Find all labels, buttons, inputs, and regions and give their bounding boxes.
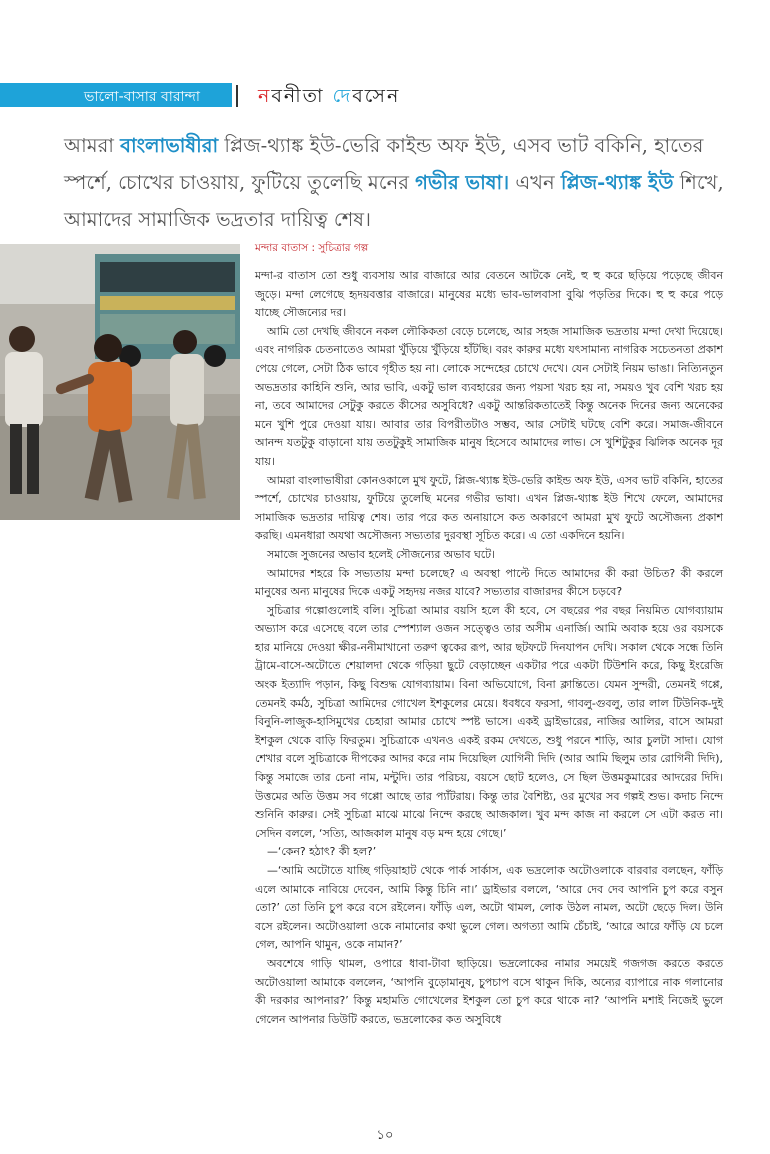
author-middle-initial: দে: [332, 85, 353, 107]
pullquote-text: এখন: [509, 171, 561, 194]
pullquote-highlight: বাংলাভাষীরা: [120, 134, 219, 157]
paragraph: সুচিত্রার গল্পোগুলোই বলি। সুচিত্রা আমার বয়সি হলে কী হবে, সে বছরের পর বছর নিয়মিত যোগব্যায়াম অভ্যাস করে এসেছে বলে তার স্পেশ্যাল ওজন সত্ত্বেও তার অসীম এনার্জি। আমি অবাক হয়ে ওর বয়সকে হার মানিয়ে দেওয়া ক্ষীর-ননীমাখানো তরুণ ত্বকের রূপ, আর ছটফটে দিনযাপন দেখি। সকাল থেকে সন্ধে তিনি ট্রামে-বাসে-অটোতে শেয়ালদা থেকে গড়িয়া ছুটে বেড়াচ্ছেন একটার পরে একটা টিউশনি করে, কিছু ইংরেজি অংক ইত্যাদি পড়ান, কিছু বিশুদ্ধ যোগব্যায়াম। বিনা অভিযোগে, বিনা ক্লান্তিতে। যেমন সুন্দরী, তেমনই গপ্পে, তেমনই কর্মঠ, সুচিত্রা আমিদের গোখেল ইশকুলের মেয়ে। ধবধবে ফরসা, গাবলু-গুবলু, তার লাল টিউনিক-দুই বিনুনি-লাজুক-হাসিমুখের চেহারা আমার চোখে স্পষ্ট ভাসে। একই ড্রাইভারের, নাজির আলির, বাসে আমরা ইশকুল থেকে বাড়ি ফিরতুম। সুচিত্রাকে এখনও একই রকম দেখতে, শুধু পরনে শাড়ি, আর চুলটা সাদা। যোগ শেখার বলে সুচিত্রাকে দীপকের আদর করে নাম দিয়েছিল যোগিনী দিদি (আর আমি ছিলুম তার রোগিনী দিদি), কিন্তু সমাজে তার চেনা নাম, মন্টুদি। তার পরিচয়, বয়সে ছোট হলেও, সে ছিল উত্তমকুমারের আদরের দিদি। উত্তমের অতি উত্তম সব গপ্পো আছে তার প্যাঁটরায়। কিন্তু তার বৈশিষ্ট্য, ওর মুখের সব গল্পই শুভ। কদাচ নিন্দে শুনিনি কারুর। সেই সুচিত্রা মাঝে মাঝে নিন্দে করছে আজকাল। খুব মন্দ কাজ না করলে সে এটা করত না। সেদিন বললে, ‘সত্যি, আজকাল মানুষ বড় মন্দ হয়ে গেছে।’: [255, 603, 723, 840]
paragraph: আমাদের শহরে কি সভ্যতায় মন্দা চলেছে? এ অবস্থা পাল্টে দিতে আমাদের কী করা উচিত? কী করলে মানুষের অন্য মানুষের দিকে একটু সহৃদয় নজর যাবে? সভ্যতার বাজারদর কীসে চড়বে?: [255, 566, 723, 599]
pullquote-text: শিখে, আমাদের সামাজিক ভদ্রতার দায়িত্ব শেষ।: [64, 171, 724, 231]
pullquote-text: আমরা: [64, 134, 121, 157]
article-body: [255, 267, 723, 1029]
author-initial: ন: [258, 85, 272, 107]
author-surname: বসেন: [352, 85, 401, 107]
article-subtitle: মন্দার বাতাস : সুচিত্রার গল্প: [255, 242, 369, 254]
pullquote-highlight: গভীর ভাষা।: [415, 171, 510, 194]
section-label: ভালো-বাসার বারান্দা: [84, 89, 200, 105]
pull-quote: [64, 127, 724, 238]
paragraph: মন্দা-র বাতাস তো শুধু ব্যবসায় আর বাজারে আর বেতনে আটকে নেই, হু হু করে ছড়িয়ে পড়েছে জীবন জুড়ে। মন্দা লেগেছে হৃদয়বত্তার বাজারে। মানুষের মধ্যে ভাব-ভালবাসা বুঝি পড়তির দিকে। হু হু করে পড়ে যাচ্ছে সৌজন্যের দর।: [255, 269, 723, 320]
pullquote-text: প্লিজ-থ্যাঙ্ক ইউ-ভেরি কাইন্ড অফ ইউ, এসব ভাট বকিনি, হাতের স্পর্শে, চোখের চাওয়ায়, ফুটিয়ে তুলেছি মনের: [64, 134, 704, 194]
author-name: [258, 82, 400, 114]
paragraph: —‘কেন? হঠাৎ? কী হল?’: [267, 845, 377, 859]
page-number: ১০: [376, 1128, 394, 1143]
street-scene-photo: [0, 244, 240, 520]
paragraph: সমাজে সুজনের অভাব হলেই সৌজন্যের অভাব ঘটে।: [267, 547, 495, 561]
paragraph: আমরা বাংলাভাষীরা কোনওকালে মুখ ফুটে, প্লিজ-থ্যাঙ্ক ইউ-ভেরি কাইন্ড অফ ইউ, এসব ভাট বকিনি, হাতের স্পর্শে, চোখের চাওয়ায়, ফুটিয়ে তুলেছি মনের গভীর ভাষা। এখন প্লিজ-থ্যাঙ্ক ইউ শিখে ফেলে, আমাদের সামাজিক ভদ্রতার দায়িত্ব শেষ। তার পরে কত অনায়াসে কত অকারণে আমরা মুখ ফুটে অসৌজন্য প্রকাশ করছি। এমনধারা অযথা অসৌজন্য সভ্যতার দুরবস্থা সূচিত করে। এ তো একদিনে হয়নি।: [255, 473, 723, 543]
paragraph: অবশেষে গাড়ি থামল, ওপারে ধাবা-টাবা ছাড়িয়ে। ভদ্রলোকের নামার সময়েই গজগজ করতে করতে অটোওয়ালা আমাকে বললেন, ‘আপনি বুড়োমানুষ, চুপচাপ বসে থাকুন দিকি, অন্যের ব্যাপারে নাক গলানোর কী দরকার আপনার?’ কিন্তু মহামতি গোখেলের ইশকুল তো চুপ করে থাকে না? ‘আপনি মশাই নিজেই ভুলে গেলেন আপনার ডিউটি করতে, ভদ্রলোকের কত অসুবিধে: [255, 956, 723, 1026]
author-first-name: বনীতা: [271, 85, 325, 107]
pullquote-highlight: প্লিজ-থ্যাঙ্ক ইউ: [560, 171, 674, 194]
paragraph: —‘আমি অটোতে যাচ্ছি গড়িয়াহাট থেকে পার্ক সার্কাস, এক ভদ্রলোক অটোওলাকে বারবার বলছেন, ফাঁড়ি এলে আমাকে নাবিয়ে দেবেন, আমি কিন্তু চিনি না।’ ড্রাইভার বললে, ‘আরে দেব দেব আপনি চুপ করে বসুন তো?’ তো তিনি চুপ করে বসে রইলেন। ফাঁড়ি এল, অটো থামল, লোক উঠল নামল, অটো ছেড়ে দিল। উনি বসে রইলেন। অটোওয়ালা ওকে নামানোর কথা ভুলে গেল। অগত্যা আমি চেঁচাই, ‘আরে আরে ফাঁড়ি যে চলে গেল, আপনি থামুন, ওকে নামান?’: [255, 864, 723, 952]
header-divider: [236, 85, 238, 107]
paragraph: আমি তো দেখছি জীবনে নকল লৌকিকতা বেড়ে চলেছে, আর সহজ সামাজিক ভদ্রতায় মন্দা দেখা দিয়েছে। এবং নাগরিক চেতনাতেও আমরা খুঁড়িয়ে খুঁড়িয়ে হাঁটছি। বরং কারুর মধ্যে যৎসামান্য নাগরিক সচেতনতা প্রকাশ পেয়ে গেলে, সেটা ঠিক ভাবে গৃহীত হয় না। লোকে সন্দেহের চোখে দেখে। যেন সেটাই নিয়ম ভাঙা। নিত্যিনতুন অভদ্রতার কাহিনি শুনি, আর ভাবি, একটু ভাল ব্যবহারের জন্য পয়সা খরচ হয় না, সময়ও খুব বেশি খরচ হয় না, তবে আমাদের সেটুকু করতে কীসের অসুবিধে? একটু আন্তরিকতাতেই কিন্তু অনেক দিনের জন্য অনেকের মনে খুশি পুরে দেওয়া যায়। আবার তার বিপরীতটাও সম্ভব, আর সেটাই ঘটছে বেশি করে। সমাজ-জীবনে আনন্দ যতটুকু বাড়ানো যায় ততটুকুই সামাজিক মানুষ হিসেবে আমাদের লাভ। সে খুশিটুকুর ঝিলিক অনেক দূর যায়।: [255, 324, 723, 468]
